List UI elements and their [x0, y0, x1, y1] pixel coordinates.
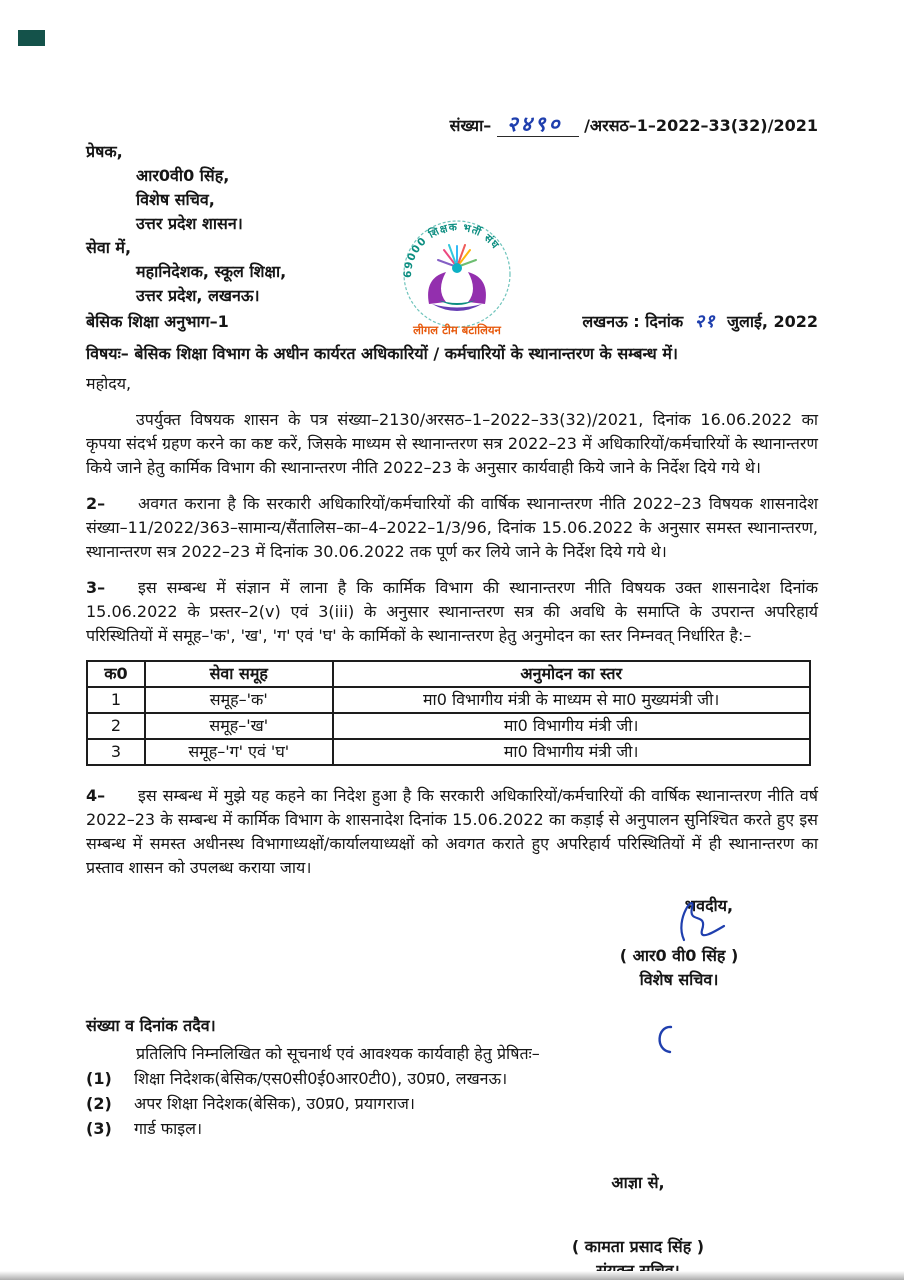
table-cell-serial: 2	[87, 713, 145, 739]
salutation: महोदय,	[86, 374, 132, 393]
sender-block	[86, 140, 818, 236]
copy-item	[86, 1092, 818, 1116]
date-suffix: जुलाई, 2022	[727, 312, 818, 331]
sender-line: उत्तर प्रदेश शासन।	[136, 214, 243, 233]
copy-item-text: अपर शिक्षा निदेशक(बेसिक), उ0प्र0, प्रयागराज।	[134, 1094, 415, 1113]
paragraph-4	[86, 784, 818, 880]
table-cell-group: समूह–'क'	[145, 687, 333, 713]
recipient-label: सेवा में,	[86, 238, 132, 257]
table-header-row	[87, 661, 810, 687]
recipient-line: महानिदेशक, स्कूल शिक्षा,	[136, 262, 287, 281]
table-cell-serial: 1	[87, 687, 145, 713]
table-header-group: सेवा समूह	[145, 661, 333, 687]
copy-item	[86, 1067, 818, 1091]
signatory-title: विशेष सचिव।	[639, 970, 719, 989]
recipient-line: उत्तर प्रदेश, लखनऊ।	[136, 286, 260, 305]
table-cell-approval: मा0 विभागीय मंत्री जी।	[333, 739, 810, 765]
recipient-block	[86, 236, 818, 308]
paragraph-text: इस सम्बन्ध में संज्ञान में लाना है कि कार्मिक विभाग की स्थानान्तरण नीति विषयक उक्त शासनादेश दिनांक 15.06.2022 के प्रस्तर–2(v) एवं 3(iii) के अनुसार स्थानान्तरण सत्र की अवधि के समाप्ति के उपरान्त अपरिहार्य परिस्थितियों में समूह–'क', 'ख', 'ग' एवं 'घ' के कार्मिकों के स्थानान्तरण हेतु अनुमोदन का स्तर निम्नवत् निर्धारित है:–	[86, 578, 818, 645]
signature-block-joint-secretary	[518, 1171, 758, 1280]
ink-c-mark-icon	[651, 1022, 677, 1056]
signatory-name: ( आर0 वी0 सिंह )	[619, 946, 739, 965]
copy-item-number: (2)	[86, 1094, 112, 1113]
sender-line: विशेष सचिव,	[136, 190, 215, 209]
paragraph-number: 2–	[86, 494, 106, 513]
paragraph-1: उपर्युक्त विषयक शासन के पत्र संख्या–2130/अरसठ–1–2022–33(32)/2021, दिनांक 16.06.2022 का कृपया संदर्भ ग्रहण करने का कष्ट करें, जिसके माध्यम से स्थानान्तरण सत्र 2022–23 में अधिकारियों/कर्मचारियों के स्थानान्तरण किये जाने हेतु कार्मिक विभाग की स्थानान्तरण नीति 2022–23 के अनुसार कार्यवाही किये जाने के निर्देश दिये गये थे।	[86, 410, 818, 477]
closing-word-2: आज्ञा से,	[611, 1173, 665, 1192]
table-row	[87, 687, 810, 713]
paragraph-number: 3–	[86, 578, 106, 597]
copy-intro: प्रतिलिपि निम्नलिखित को सूचनार्थ एवं आवश्यक कार्यवाही हेतु प्रेषितः–	[136, 1044, 540, 1063]
table-row	[87, 739, 810, 765]
table-cell-group: समूह–'ख'	[145, 713, 333, 739]
closing-word: भवदीय,	[684, 896, 734, 915]
copy-heading: संख्या व दिनांक तदैव।	[86, 1016, 216, 1035]
copy-item-text: शिक्षा निदेशक(बेसिक/एस0सी0ई0आर0टी0), उ0प्र0, लखनऊ।	[134, 1069, 508, 1088]
approval-levels-table	[86, 660, 811, 766]
date-prefix: लखनऊ : दिनांक	[582, 312, 684, 331]
table-row	[87, 713, 810, 739]
table-header-serial: क0	[87, 661, 145, 687]
date-handwritten: २१	[694, 311, 716, 332]
corner-stamp-mark	[18, 30, 45, 46]
logo-bottom-text: लीगल टीम बटालियन	[413, 323, 501, 337]
section-name: बेसिक शिक्षा अनुभाग–1	[86, 312, 229, 331]
paragraph-3	[86, 576, 818, 648]
logo-arc-text: 69000 शिक्षक भर्ती संघ	[401, 221, 502, 279]
scan-edge-shadow	[0, 1271, 904, 1280]
paragraph-text: अवगत कराना है कि सरकारी अधिकारियों/कर्मचारियों की वार्षिक स्थानान्तरण नीति 2022–23 विषयक शासनादेश संख्या–11/2022/363–सामान्य/सैंतालिस–का–4–2022–1/3/96, दिनांक 15.06.2022 के अनुसार समस्त स्थानान्तरण, स्थानान्तरण सत्र 2022–23 में दिनांक 30.06.2022 तक पूर्ण कर लिये जाने के निर्देश दिये गये थे।	[86, 494, 818, 561]
table-cell-serial: 3	[87, 739, 145, 765]
reference-number-line	[86, 112, 818, 138]
paragraph-number: 4–	[86, 786, 106, 805]
reference-number-handwritten: २४९०	[497, 111, 579, 137]
signatory-name-2: ( कामता प्रसाद सिंह )	[571, 1237, 705, 1256]
signature-block-special-secretary	[564, 894, 794, 992]
table-cell-approval: मा0 विभागीय मंत्री जी।	[333, 713, 810, 739]
sender-label: प्रेषक,	[86, 142, 123, 161]
sender-line: आर0वी0 सिंह,	[136, 166, 230, 185]
signature-ink-icon	[656, 888, 736, 948]
reference-number-label: संख्या–	[449, 116, 492, 135]
paragraph-2	[86, 492, 818, 564]
letter-body	[86, 112, 818, 1280]
copy-item-number: (1)	[86, 1069, 112, 1088]
paragraph-text: इस सम्बन्ध में मुझे यह कहने का निदेश हुआ है कि सरकारी अधिकारियों/कर्मचारियों की वार्षिक स्थानान्तरण नीति वर्ष 2022–23 के सम्बन्ध में कार्मिक विभाग के शासनादेश दिनांक 15.06.2022 का कड़ाई से अनुपालन सुनिश्चित करते हुए इस सम्बन्ध में समस्त अधीनस्थ विभागाध्यक्षों/कार्यालयाध्यक्षों को अवगत कराते हुए अपरिहार्य परिस्थितियों में ही स्थानान्तरण का प्रस्ताव शासन को उपलब्ध कराया जाय।	[86, 786, 818, 877]
table-header-approval: अनुमोदन का स्तर	[333, 661, 810, 687]
section-date-row	[86, 310, 818, 334]
place-date-line	[582, 310, 818, 334]
copy-item	[86, 1117, 818, 1141]
copy-distribution-section	[86, 1014, 818, 1141]
copy-item-number: (3)	[86, 1119, 112, 1138]
table-cell-group: समूह–'ग' एवं 'घ'	[145, 739, 333, 765]
copy-item-text: गार्ड फाइल।	[134, 1119, 203, 1138]
subject-line: विषयः– बेसिक शिक्षा विभाग के अधीन कार्यरत अधिकारियों / कर्मचारियों के स्थानान्तरण के सम्बन्ध में।	[86, 344, 678, 363]
table-cell-approval: मा0 विभागीय मंत्री के माध्यम से मा0 मुख्यमंत्री जी।	[333, 687, 810, 713]
reference-number-rest: /अरसठ–1–2022–33(32)/2021	[584, 116, 818, 135]
